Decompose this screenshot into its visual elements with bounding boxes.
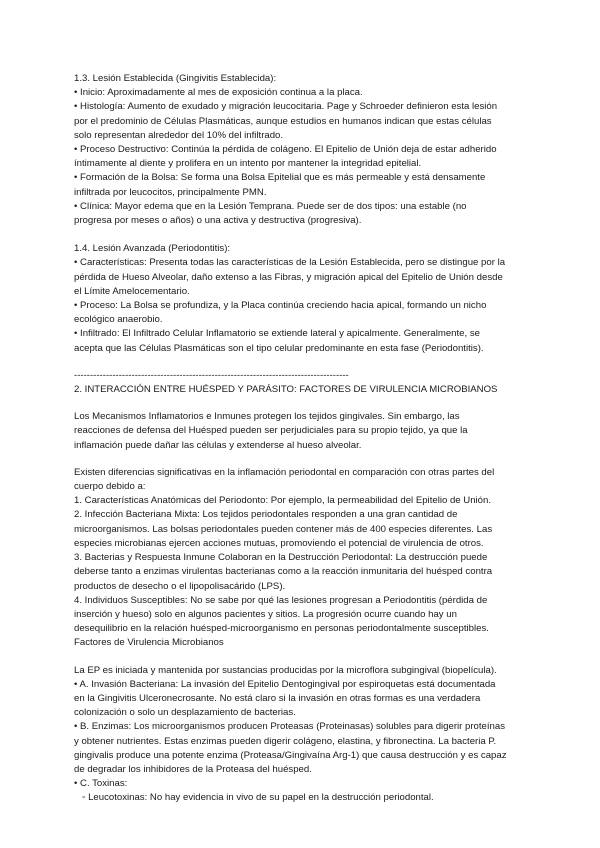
paragraph-line: deberse tanto a enzimas virulentas bacterianas como a la reacción inmunitaria del huésped contra: [74, 566, 493, 578]
paragraph-line: • Histología: Aumento de exudado y migración leucocitaria. Page y Schroeder definieron esta lesión: [74, 101, 498, 113]
paragraph-line: Los Mecanismos Inflamatorios e Inmunes protegen los tejidos gingivales. Sin embargo, las: [74, 411, 460, 423]
paragraph-line: acepta que las Células Plasmáticas son el tipo celular predominante en esta fase (Periodontitis).: [74, 342, 484, 354]
paragraph-line: • C. Toxinas:: [74, 778, 128, 790]
paragraph-line: 4. Individuos Susceptibles: No se sabe por qué las lesiones progresan a Periodontitis (pérdida de: [74, 594, 488, 606]
section-heading: 1.4. Lesión Avanzada (Periodontitis):: [74, 243, 231, 255]
paragraph-line: ecológico anaerobio.: [74, 314, 163, 326]
paragraph-line: inflamación puede dañar las células y extenderse al hueso alveolar.: [74, 439, 362, 451]
subsection-heading: Factores de Virulencia Microbianos: [74, 637, 224, 649]
paragraph-line: desequilibrio en la relación huésped-microorganismo en personas periodontalmente susceptibles.: [74, 623, 489, 635]
paragraph-line: cuerpo debido a:: [74, 481, 146, 493]
paragraph-line: el Límite Amelocementario.: [74, 285, 190, 297]
section-2: [74, 383, 530, 805]
paragraph-line: Existen diferencias significativas en la inflamación periodontal en comparación con otras partes del: [74, 466, 495, 478]
paragraph-line: La EP es iniciada y mantenida por sustancias producidas por la microflora subgingival (biopelícula).: [74, 664, 497, 676]
paragraph-line: • A. Invasión Bacteriana: La invasión del Epitelio Dentogingival por espiroquetas está documentada: [74, 678, 496, 690]
paragraph-line: 3. Bacterias y Respuesta Inmune Colaboran en la Destrucción Periodontal: La destrucción puede: [74, 552, 488, 564]
sub-list-item: ◦ Leucotoxinas: No hay evidencia in vivo de su papel en la destrucción periodontal.: [82, 792, 434, 804]
paragraph-line: pérdida de Hueso Alveolar, daño extenso a las Fibras, y migración apical del Epitelio de Unión desde: [74, 271, 503, 283]
paragraph-line: • Inicio: Aproximadamente al mes de exposición continua a la placa.: [74, 87, 363, 99]
paragraph-line: • Formación de la Bolsa: Se forma una Bolsa Epitelial que es más permeable y está densamente: [74, 172, 486, 184]
paragraph-line: en la Gingivitis Ulceronecrosante. No está claro si la invasión en otras formas es una verdadera: [74, 692, 481, 704]
paragraph-line: productos de desecho o el lipopolisacárido (LPS).: [74, 580, 286, 592]
paragraph-line: • Características: Presenta todas las características de la Lesión Establecida, pero se distingue por la: [74, 257, 506, 269]
paragraph-line: • B. Enzimas: Los microorganismos producen Proteasas (Proteinasas) solubles para digerir proteínas: [74, 721, 506, 733]
paragraph-line: íntimamente al diente y prolifera en un intento por mantener la integridad epitelial.: [74, 158, 422, 170]
paragraph-line: de degradar los inhibidores de la Proteasa del huésped.: [74, 763, 312, 775]
paragraph-line: colonización o solo un desplazamiento de bacterias.: [74, 707, 296, 719]
paragraph-line: microorganismos. Las bolsas periodontales pueden contener más de 400 especies diferentes. Las: [74, 523, 493, 535]
paragraph-line: progresa por meses o años) o una activa y destructiva (progresiva).: [74, 215, 362, 227]
paragraph-line: • Clínica: Mayor edema que en la Lesión Temprana. Puede ser de dos tipos: una estable (no: [74, 200, 467, 212]
section-divider: --------------------------------------------------------------------------------------: [74, 369, 349, 381]
paragraph-line: 1. Características Anatómicas del Periodonto: Por ejemplo, la permeabilidad del Epitelio de Unión.: [74, 495, 492, 507]
paragraph-line: gingivalis produce una potente enzima (Proteasa/Gingivaína Arg-1) que causa destrucción y es capaz: [74, 749, 507, 761]
section-1-3: [74, 72, 530, 228]
paragraph-line: reacciones de defensa del Huésped pueden ser perjudiciales para su propio tejido, ya que la: [74, 425, 468, 437]
paragraph-line: solo representan alrededor del 10% del infiltrado.: [74, 129, 284, 141]
section-heading: 2. INTERACCIÓN ENTRE HUÉSPED Y PARÁSITO: FACTORES DE VIRULENCIA MICROBIANOS: [74, 384, 498, 396]
paragraph-line: • Proceso Destructivo: Continúa la pérdida de colágeno. El Epitelio de Unión deja de estar adherido: [74, 144, 497, 156]
paragraph-line: y obtener nutrientes. Estas enzimas pueden digerir colágeno, elastina, y fibronectina. La bacteria P.: [74, 735, 497, 747]
paragraph-line: • Infiltrado: El Infiltrado Celular Inflamatorio se extiende lateral y apicalmente. Generalmente, se: [74, 328, 480, 340]
paragraph-line: infiltrada por leucocitos, principalmente PMN.: [74, 186, 267, 198]
paragraph-line: 2. Infección Bacteriana Mixta: Los tejidos periodontales responden a una gran cantidad de: [74, 509, 458, 521]
paragraph-line: especies microbianas ejercen acciones mutuas, promoviendo el potencial de virulencia de otros.: [74, 537, 484, 549]
paragraph-line: • Proceso: La Bolsa se profundiza, y la Placa continúa creciendo hacia apical, formando un nicho: [74, 300, 487, 312]
paragraph-line: inserción y hueso) solo en algunos pacientes y sitios. La progresión ocurre cuando hay un: [74, 608, 457, 620]
section-1-4: [74, 242, 530, 356]
section-heading: 1.3. Lesión Establecida (Gingivitis Establecida):: [74, 73, 277, 84]
paragraph-line: por el predominio de Células Plasmáticas, aunque estudios en humanos indican que estas células: [74, 115, 492, 127]
